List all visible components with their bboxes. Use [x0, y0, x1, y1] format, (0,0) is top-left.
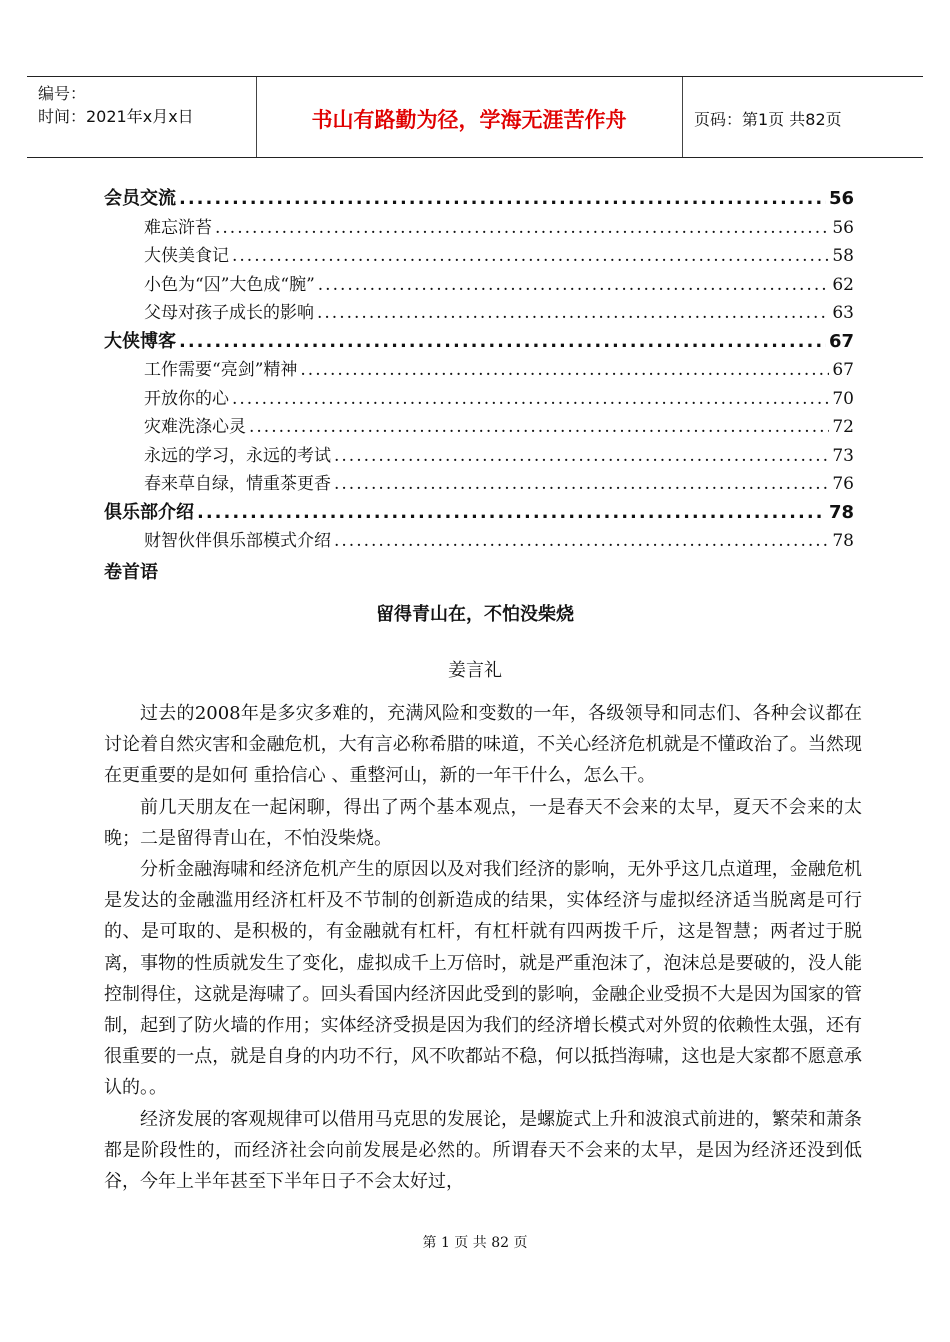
article-author: 姜言礼 — [448, 660, 502, 681]
toc-entry[interactable] — [104, 527, 854, 556]
toc-entry-page: 56 — [828, 188, 854, 209]
toc-entry[interactable] — [104, 442, 854, 471]
toc-dot-leader — [215, 214, 829, 243]
toc-entry-page: 67 — [828, 330, 854, 352]
toc-entry-title: 俱乐部介绍 — [104, 501, 194, 523]
toc-entry-title: 小色为“囚”大色成“腕” — [144, 274, 315, 295]
article-paragraph: 前几天朋友在一起闲聊，得出了两个基本观点，一是春天不会来的太早，夏天不会来的太晚；二是留得青山在，不怕没柴烧。 — [104, 796, 862, 849]
document-time-label: 时间：2021年x月x日 — [38, 107, 194, 126]
article-body — [104, 698, 862, 1197]
toc-entry-page: 62 — [832, 274, 854, 295]
toc-entry-page: 78 — [828, 501, 854, 523]
toc-entry-title: 财智伙伴俱乐部模式介绍 — [144, 531, 331, 551]
toc-entry-title: 父母对孩子成长的影响 — [144, 303, 314, 323]
toc-entry[interactable] — [104, 470, 854, 499]
toc-dot-leader — [334, 470, 829, 499]
toc-entry[interactable] — [104, 185, 854, 214]
toc-entry-page: 67 — [832, 360, 854, 380]
toc-dot-leader — [197, 499, 826, 528]
toc-entry[interactable] — [104, 356, 854, 385]
toc-entry[interactable] — [104, 242, 854, 271]
header-page-number: 页码：第1页 共82页 — [694, 110, 842, 129]
toc-entry[interactable] — [104, 299, 854, 328]
section-heading: 卷首语 — [104, 562, 158, 583]
toc-entry[interactable] — [104, 328, 854, 357]
toc-entry-title: 难忘浒苔 — [144, 217, 212, 238]
page-footer: 第 1 页 共 82 页 — [422, 1235, 528, 1251]
toc-entry-page: 58 — [832, 246, 854, 266]
toc-entry-title: 会员交流 — [104, 188, 176, 209]
article-paragraph: 过去的2008年是多灾多难的，充满风险和变数的一年，各级领导和同志们、各种会议都在讨论着自然灾害和金融危机，大有言必称希腊的味道，不关心经济危机就是不懂政治了。当然现在更重要的是如何 重拾信心 、重整河山，新的一年干什么，怎么干。 — [104, 703, 862, 787]
toc-entry-title: 大侠美食记 — [144, 246, 229, 266]
table-of-contents — [104, 185, 854, 556]
toc-entry-page: 76 — [832, 474, 854, 494]
toc-dot-leader — [232, 242, 829, 271]
toc-entry[interactable] — [104, 413, 854, 442]
toc-entry-title: 春来草自绿，情重茶更香 — [144, 474, 331, 494]
toc-dot-leader — [334, 442, 829, 471]
toc-entry[interactable] — [104, 385, 854, 414]
toc-dot-leader — [317, 299, 829, 328]
toc-entry-page: 56 — [832, 217, 854, 238]
toc-dot-leader — [179, 185, 826, 214]
toc-dot-leader — [232, 385, 829, 414]
toc-entry-page: 73 — [832, 445, 854, 466]
toc-entry[interactable] — [104, 271, 854, 300]
toc-entry-title: 灾难洗涤心灵 — [144, 417, 246, 437]
toc-entry[interactable] — [104, 214, 854, 243]
toc-entry-page: 78 — [832, 531, 854, 551]
header-motto: 书山有路勤为径，学海无涯苦作舟 — [311, 108, 627, 132]
header-motto-cell — [256, 77, 683, 157]
toc-entry-title: 永远的学习，永远的考试 — [144, 445, 331, 466]
toc-entry-title: 工作需要“亮剑”精神 — [144, 360, 298, 380]
toc-entry-page: 72 — [832, 417, 854, 437]
toc-dot-leader — [300, 356, 829, 385]
toc-entry-page: 63 — [832, 303, 854, 323]
toc-dot-leader — [318, 271, 830, 300]
toc-dot-leader — [334, 527, 829, 556]
toc-entry[interactable] — [104, 499, 854, 528]
header-meta-cell — [27, 77, 257, 157]
toc-dot-leader — [179, 328, 826, 357]
toc-dot-leader — [249, 413, 829, 442]
article-title: 留得青山在，不怕没柴烧 — [376, 604, 574, 625]
toc-entry-page: 70 — [832, 388, 854, 409]
article-paragraph: 分析金融海啸和经济危机产生的原因以及对我们经济的影响，无外乎这几点道理，金融危机是发达的金融滥用经济杠杆及不节制的创新造成的结果，实体经济与虚拟经济适当脱离是可行的、是可取的、是积极的，有金融就有杠杆，有杠杆就有四两拨千斤，这是智慧；两者过于脱离，事物的性质就发生了变化，虚拟成千上万倍时，就是严重泡沫了，泡沫总是要破的，没人能控制得住，这就是海啸了。回头看国内经济因此受到的影响，金融企业受损不大是因为国家的管制，起到了防火墙的作用；实体经济受损是因为我们的经济增长模式对外贸的依赖性太强，还有很重要的一点，就是自身的内功不行，风不吹都站不稳，何以抵挡海啸，这也是大家都不愿意承认的。。 — [104, 859, 862, 1099]
document-number-label: 编号： — [38, 84, 87, 103]
toc-entry-title: 大侠博客 — [104, 330, 176, 352]
article-paragraph: 经济发展的客观规律可以借用马克思的发展论，是螺旋式上升和波浪式前进的，繁荣和萧条都是阶段性的，而经济社会向前发展是必然的。所谓春天不会来的太早，是因为经济还没到低谷，今年上半年甚至下半年日子不会太好过， — [104, 1108, 862, 1193]
page-header — [27, 76, 923, 158]
header-page-cell — [682, 77, 923, 157]
toc-entry-title: 开放你的心 — [144, 388, 229, 409]
